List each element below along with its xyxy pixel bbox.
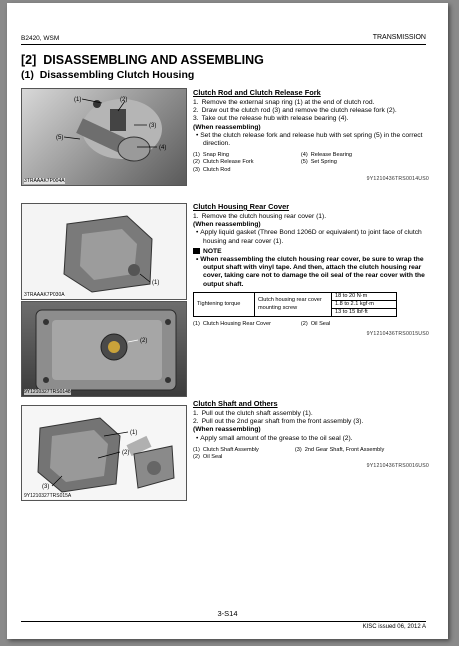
block-title: Clutch Rod and Clutch Release Fork: [193, 88, 321, 97]
clutch-rod-illustration: [22, 89, 186, 185]
header-rule: [21, 44, 426, 45]
photo-code: 3TRAAAK7P004A: [24, 178, 65, 184]
torque-label: Tightening torque: [194, 292, 255, 317]
page-number: 3-S14: [217, 609, 238, 618]
clutch-shaft-illustration: [22, 406, 186, 500]
step-1: 1. Remove the clutch housing rear cover (1).: [193, 213, 327, 220]
block-code: 9Y1210436TRS0016US0: [366, 463, 429, 470]
issue-note: KISC issued 06, 2012 A: [362, 624, 426, 630]
section-text: DISASSEMBLING AND ASSEMBLING: [43, 53, 264, 67]
callout-3: (3): [42, 484, 50, 490]
callout-2: (2): [122, 450, 130, 456]
subsection-number: (1): [21, 69, 34, 81]
block-title: Clutch Housing Rear Cover: [193, 202, 290, 211]
block-rear-cover: [193, 202, 429, 337]
callout-4: (4): [159, 145, 167, 151]
section-number: [2]: [21, 53, 37, 67]
step-2: 2. Pull out the 2nd gear shaft from the front assembly (3).: [193, 418, 364, 426]
callout-1: (1): [130, 430, 138, 436]
oil-seal-illustration: [22, 302, 186, 396]
section-title: [21, 53, 264, 67]
torque-table: [193, 292, 397, 318]
callout-3: (3): [149, 123, 157, 129]
header-chapter: TRANSMISSION: [372, 34, 426, 41]
legend-table: (1) Clutch Housing Rear Cover (2) Oil Seal: [193, 321, 331, 328]
callout-2: (2): [140, 338, 148, 344]
clutch-rod-photo: [21, 88, 187, 186]
legend-table: (1) Clutch Shaft Assembly (3) 2nd Gear Shaft, Front Assembly (2) Oil Seal: [193, 446, 385, 461]
block-clutch-rod: [193, 88, 429, 182]
legend-table: (1) Snap Ring (4) Release Bearing (2) Clutch Release Fork (5) Set Spring (3) Clutch Rod: [193, 152, 353, 173]
block-code: 9Y1210436TRS0014US0: [366, 175, 429, 182]
rear-cover-illustration: [22, 204, 186, 299]
reassembly-note: • Set the clutch release fork and release hub with set spring (5) in the correct direction.: [196, 131, 423, 148]
callout-1: (1): [152, 280, 160, 286]
photo-code: 9Y1210327TRS015A: [24, 493, 72, 499]
oil-seal-photo: [21, 301, 187, 397]
note-text: • When reassembling the clutch housing rear cover, be sure to wrap the output shaft with vinyl tape. And then, attach the clutch housing rear cover, taking care not to damage the oil seal of the rear cover with the output shaft.: [196, 256, 425, 288]
reassembly-label: (When reassembling): [193, 426, 261, 434]
reassembly-label: (When reassembling): [193, 123, 261, 131]
block-code: 9Y1210436TRS0015US0: [366, 330, 429, 337]
reassembly-note: • Apply liquid gasket (Three Bond 1206D or equivalent) to joint face of clutch housing and rear cover (1).: [196, 229, 422, 245]
note-icon: [193, 248, 200, 254]
photo-code: 3TRAAAK7P030A: [24, 292, 65, 298]
step-1: 1. Remove the external snap ring (1) at the end of clutch rod.: [193, 99, 375, 106]
reassembly-note: • Apply small amount of the grease to the oil seal (2).: [196, 434, 353, 442]
callout-2: (2): [120, 97, 128, 103]
photo-code: 9Y1210327TRS0148: [24, 389, 71, 395]
step-3: 3. Take out the release hub with release bearing (4).: [193, 115, 349, 123]
torque-item: Clutch housing rear cover mounting screw: [255, 292, 332, 317]
manual-page: [7, 3, 448, 639]
subsection-text: Disassembling Clutch Housing: [39, 69, 195, 81]
header-model: B2420, WSM: [21, 35, 60, 42]
rear-cover-photo: [21, 203, 187, 300]
reassembly-label: (When reassembling): [193, 221, 261, 229]
step-2: 2. Draw out the clutch rod (3) and remove the clutch release fork (2).: [193, 107, 397, 115]
step-1: 1. Pull out the clutch shaft assembly (1).: [193, 410, 313, 417]
footer-rule: [21, 621, 426, 622]
callout-5: (5): [56, 135, 64, 141]
note-heading: NOTE: [193, 248, 429, 256]
callout-1: (1): [74, 97, 82, 103]
block-title: Clutch Shaft and Others: [193, 399, 278, 408]
clutch-shaft-photo: [21, 405, 187, 501]
torque-values: 18 to 20 N·m 1.8 to 2.1 kgf·m 13 to 15 lbf·ft: [332, 292, 397, 317]
block-clutch-shaft: [193, 399, 429, 469]
subsection-title: [21, 69, 194, 81]
